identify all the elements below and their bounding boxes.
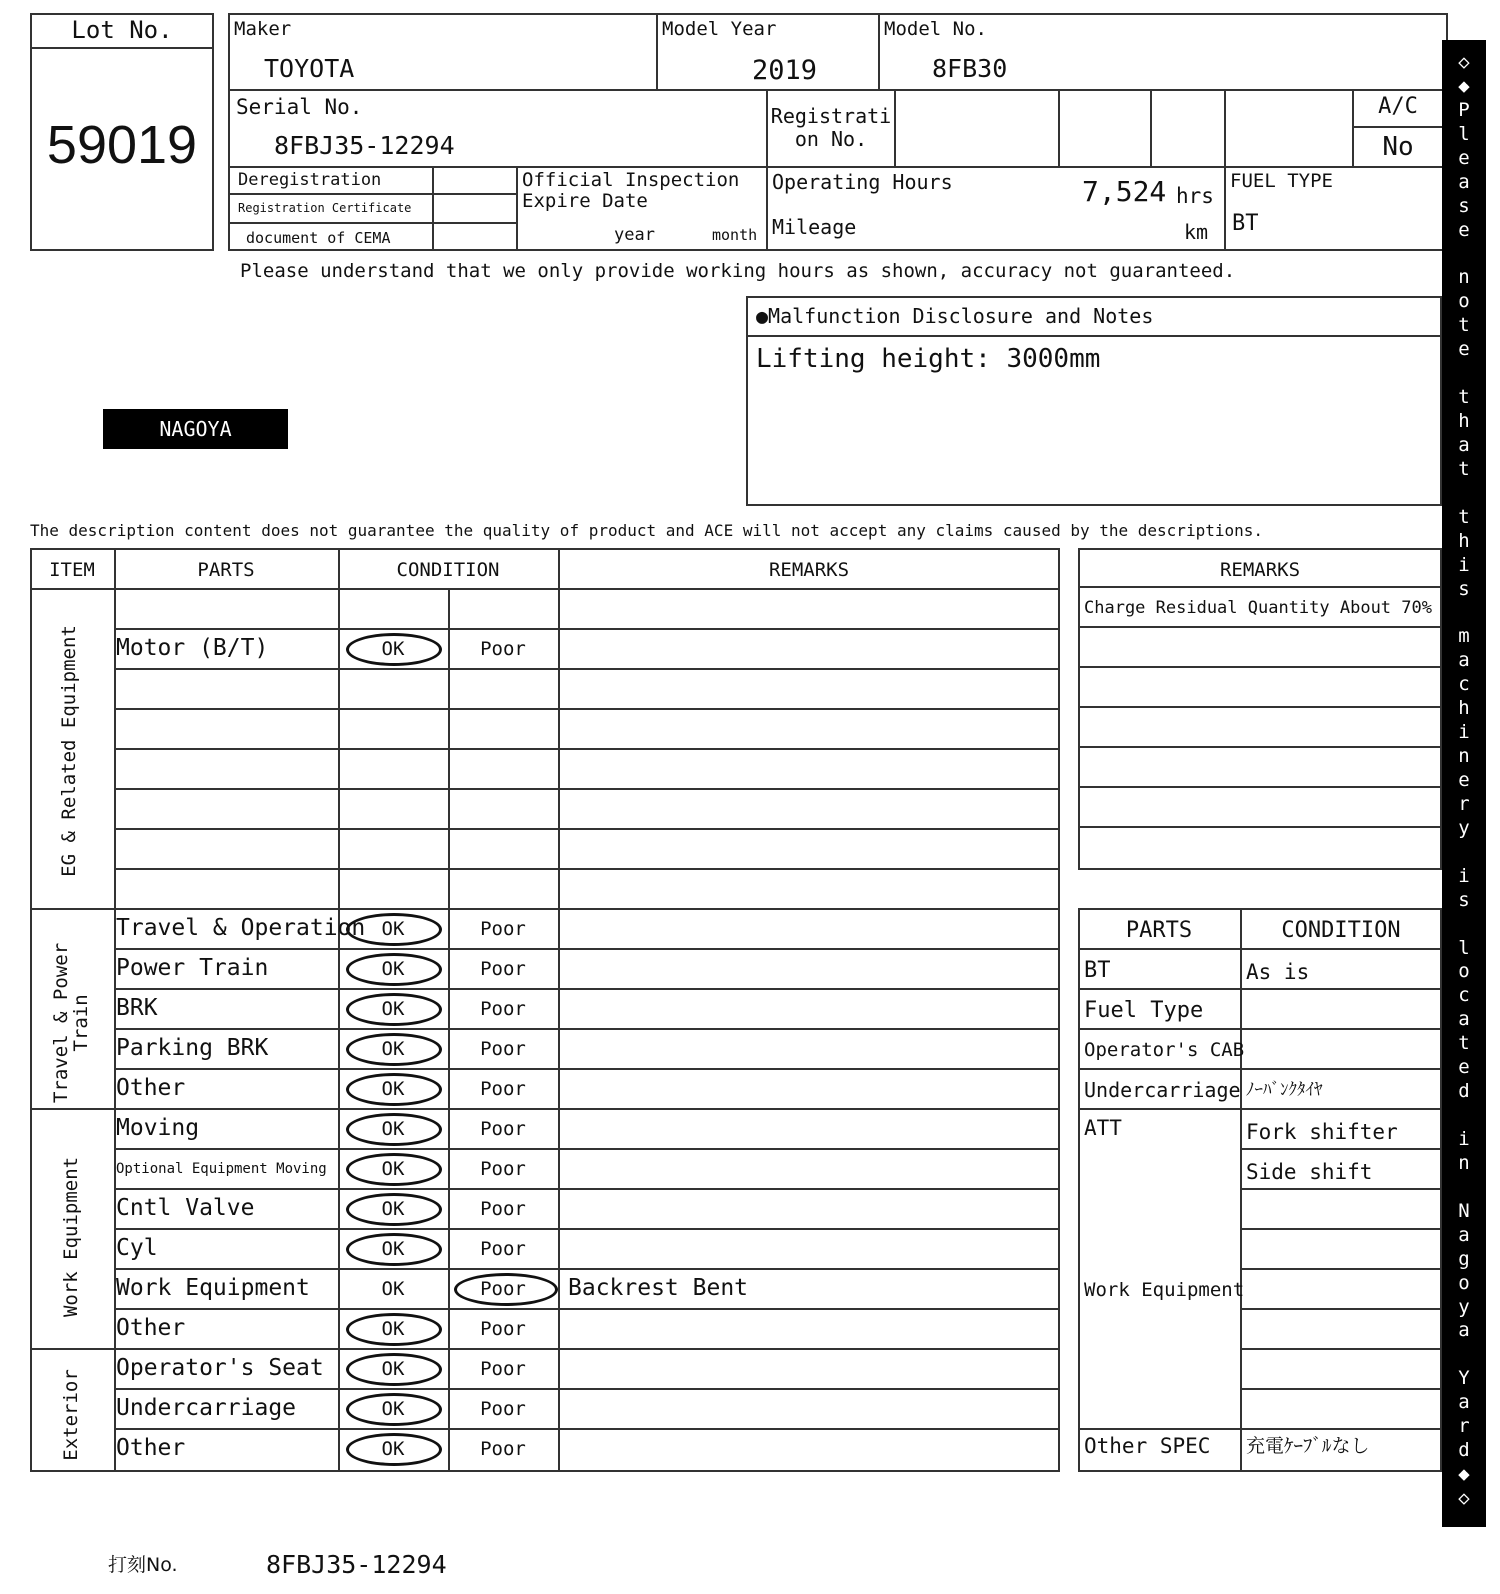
ok-option: OK xyxy=(381,1318,405,1340)
selection-oval xyxy=(346,993,442,1026)
side-banner-char: c xyxy=(1458,673,1470,696)
side-banner-char: h xyxy=(1458,529,1470,552)
divider xyxy=(1078,1428,1442,1430)
divider xyxy=(558,548,560,1472)
side-banner-char: d xyxy=(1458,1439,1470,1462)
divider xyxy=(1078,1028,1442,1030)
divider xyxy=(1240,1148,1442,1150)
selection-oval xyxy=(346,1393,442,1426)
side-banner-char: i xyxy=(1458,864,1470,887)
divider xyxy=(1240,1388,1442,1390)
spec-work-equipment-label: Work Equipment xyxy=(1084,1279,1245,1301)
serial-label: Serial No. xyxy=(236,95,363,119)
hours-notice: Please understand that we only provide working hours as shown, accuracy not guaranteed. xyxy=(240,260,1236,282)
location-badge-text: NAGOYA xyxy=(159,417,232,441)
maker-value: TOYOTA xyxy=(264,54,355,83)
divider xyxy=(1240,1268,1442,1270)
spec-other-spec-value: 充電ｹｰﾌﾞﾙなし xyxy=(1246,1435,1370,1457)
side-banner-char: t xyxy=(1458,457,1470,480)
part-name: Operator's Seat xyxy=(116,1355,324,1381)
side-banner-char: Y xyxy=(1458,1367,1470,1390)
ok-option: OK xyxy=(381,638,405,660)
divider xyxy=(1078,586,1442,588)
selection-oval xyxy=(346,1153,442,1186)
side-banner-char: a xyxy=(1458,433,1470,456)
divider xyxy=(746,335,1442,337)
divider xyxy=(432,166,434,251)
side-banner-char: N xyxy=(1458,1199,1470,1222)
poor-option: Poor xyxy=(480,1198,526,1220)
poor-option: Poor xyxy=(480,958,526,980)
divider xyxy=(228,193,516,195)
model-year-label: Model Year xyxy=(662,18,777,40)
ok-option: OK xyxy=(381,1398,405,1420)
side-banner-char: t xyxy=(1458,1032,1470,1055)
divider xyxy=(114,1228,1060,1230)
divider xyxy=(1078,786,1442,788)
side-remarks-line: Charge Residual Quantity About 70% xyxy=(1084,598,1432,618)
divider xyxy=(1352,126,1442,128)
spec-undercarriage-label: Undercarriage xyxy=(1084,1078,1241,1102)
side-banner-char: e xyxy=(1458,146,1470,169)
spec-fuel-type-label: Fuel Type xyxy=(1084,998,1204,1023)
divider xyxy=(1240,1348,1442,1350)
divider xyxy=(228,89,1448,91)
side-banner-char: h xyxy=(1458,410,1470,432)
side-banner-char: ◆ xyxy=(1458,1463,1470,1486)
poor-option: Poor xyxy=(480,1078,526,1100)
group-label-work: Work Equipment xyxy=(60,1156,83,1318)
mileage-label: Mileage xyxy=(772,215,857,239)
poor-option: Poor xyxy=(480,1358,526,1380)
lot-label: Lot No. xyxy=(71,16,173,44)
selection-oval xyxy=(346,1073,442,1106)
ok-option: OK xyxy=(381,918,405,940)
divider xyxy=(30,1348,1060,1350)
divider xyxy=(1078,626,1442,628)
side-banner-char: r xyxy=(1458,1415,1470,1438)
divider xyxy=(1240,1188,1442,1190)
side-banner-char: r xyxy=(1458,792,1470,815)
malfunction-note: Lifting height: 3000mm xyxy=(756,344,1101,374)
side-banner-char: y xyxy=(1458,1295,1470,1318)
spec-other-spec-label: Other SPEC xyxy=(1084,1434,1211,1458)
side-remarks-frame xyxy=(1078,548,1442,870)
part-name: Motor (B/T) xyxy=(116,635,269,661)
ok-option: OK xyxy=(381,1118,405,1140)
side-banner-char: o xyxy=(1458,1271,1470,1294)
side-banner-char: t xyxy=(1458,314,1470,337)
serial-value: 8FBJ35-12294 xyxy=(274,131,455,160)
location-badge xyxy=(103,409,288,449)
divider xyxy=(114,628,1060,630)
side-banner-char: c xyxy=(1458,984,1470,1007)
group-label-travel xyxy=(52,923,92,1123)
fuel-type-value: BT xyxy=(1232,211,1259,236)
divider xyxy=(114,1268,1060,1270)
divider xyxy=(1078,666,1442,668)
divider xyxy=(114,668,1060,670)
divider xyxy=(516,166,518,251)
side-banner-char: g xyxy=(1458,1247,1470,1270)
divider xyxy=(656,13,658,89)
registration-label: Registrati xyxy=(770,104,892,128)
item-header: ITEM xyxy=(49,559,95,581)
divider xyxy=(114,788,1060,790)
divider xyxy=(1058,89,1060,166)
deregistration-label: Deregistration xyxy=(238,170,382,190)
divider xyxy=(114,988,1060,990)
spec-undercarriage-value: ﾉｰﾊﾞﾝｸﾀｲﾔ xyxy=(1246,1080,1323,1100)
ok-option: OK xyxy=(381,1038,405,1060)
part-name: Other xyxy=(116,1435,186,1461)
side-banner-char: ◇ xyxy=(1458,51,1470,73)
hrs-unit: hrs xyxy=(1176,184,1214,208)
part-name: Travel & Operation xyxy=(116,915,366,941)
side-banner-char: s xyxy=(1458,888,1470,911)
registration-label-2: on No. xyxy=(794,127,868,151)
divider xyxy=(114,1308,1060,1310)
malfunction-title: ●Malfunction Disclosure and Notes xyxy=(756,304,1154,328)
inspection-label-2: Expire Date xyxy=(522,190,648,212)
part-name: Parking BRK xyxy=(116,1035,269,1061)
divider xyxy=(228,222,516,224)
selection-oval xyxy=(346,1353,442,1386)
stamp-label: 打刻No. xyxy=(108,1554,178,1576)
ok-option: OK xyxy=(381,1358,405,1380)
group-label-travel-line-1: Travel & Power xyxy=(50,942,73,1104)
poor-option: Poor xyxy=(480,918,526,940)
divider xyxy=(1078,706,1442,708)
divider xyxy=(114,948,1060,950)
divider xyxy=(114,868,1060,870)
side-banner-char: a xyxy=(1458,1223,1470,1246)
selection-oval xyxy=(346,1113,442,1146)
remark-text: Backrest Bent xyxy=(568,1275,749,1301)
poor-option: Poor xyxy=(480,1118,526,1140)
side-remarks-header: REMARKS xyxy=(1219,559,1301,581)
ok-option: OK xyxy=(381,1158,405,1180)
divider xyxy=(878,13,880,89)
divider xyxy=(1078,1068,1442,1070)
divider xyxy=(114,708,1060,710)
side-banner-char: e xyxy=(1458,338,1470,361)
lot-number: 59019 xyxy=(46,115,198,175)
poor-option: Poor xyxy=(480,1238,526,1260)
year-label: year xyxy=(614,225,655,245)
divider xyxy=(30,47,214,49)
parts-header: PARTS xyxy=(197,559,255,581)
stamp-value: 8FBJ35-12294 xyxy=(266,1550,447,1579)
side-banner-char: ◆ xyxy=(1458,74,1470,97)
side-banner-char: i xyxy=(1458,721,1470,744)
divider xyxy=(114,1148,1060,1150)
side-banner-char: e xyxy=(1458,769,1470,791)
side-banner-char: s xyxy=(1458,577,1470,600)
remarks-header: REMARKS xyxy=(768,559,850,581)
part-name: Cntl Valve xyxy=(116,1195,255,1221)
ac-label: A/C xyxy=(1378,94,1418,119)
divider xyxy=(228,166,1448,168)
divider xyxy=(114,828,1060,830)
disclaimer: The description content does not guarantee the quality of product and ACE will not accept any claims caused by the descriptions. xyxy=(30,521,1263,540)
ok-option: OK xyxy=(381,1198,405,1220)
specs-condition-header: CONDITION xyxy=(1281,918,1401,943)
selection-oval xyxy=(454,1273,558,1306)
side-banner-char: n xyxy=(1458,1151,1470,1174)
side-banner-char: i xyxy=(1458,553,1470,576)
maker-label: Maker xyxy=(234,18,292,40)
part-name: Cyl xyxy=(116,1235,158,1261)
side-banner-char: d xyxy=(1458,1080,1470,1103)
spec-bt-label: BT xyxy=(1084,958,1111,983)
poor-option: Poor xyxy=(480,1438,526,1460)
poor-option: Poor xyxy=(480,1318,526,1340)
ok-option: OK xyxy=(381,958,405,980)
divider xyxy=(114,748,1060,750)
side-banner-char: t xyxy=(1458,505,1470,528)
spec-operators-cab-label: Operator's CAB xyxy=(1084,1039,1245,1061)
part-name: Undercarriage xyxy=(116,1395,297,1421)
side-banner-char: l xyxy=(1458,936,1470,959)
part-name: BRK xyxy=(116,995,158,1021)
side-banner-char: y xyxy=(1458,816,1470,839)
group-label-exterior: Exterior xyxy=(60,1369,83,1461)
side-banner-char: h xyxy=(1458,697,1470,720)
model-no-label: Model No. xyxy=(884,18,987,40)
selection-oval xyxy=(346,1193,442,1226)
side-banner-char: ◇ xyxy=(1458,1487,1470,1509)
side-banner-char: s xyxy=(1458,194,1470,217)
side-banner-char: i xyxy=(1458,1128,1470,1150)
selection-oval xyxy=(346,633,442,666)
side-banner-char: t xyxy=(1458,386,1470,409)
side-banner-char: e xyxy=(1458,1056,1470,1079)
divider xyxy=(114,1428,1060,1430)
operating-hours-value: 7,524 xyxy=(1082,175,1167,208)
poor-option: Poor xyxy=(480,1038,526,1060)
divider xyxy=(894,89,896,166)
month-label: month xyxy=(712,226,758,244)
ac-value: No xyxy=(1382,132,1414,162)
divider xyxy=(1078,746,1442,748)
ok-option: OK xyxy=(381,1438,405,1460)
side-banner-char: a xyxy=(1458,1391,1470,1414)
part-name: Optional Equipment Moving xyxy=(116,1161,327,1177)
divider xyxy=(1240,1228,1442,1230)
divider xyxy=(30,908,1060,910)
ok-option: OK xyxy=(381,1238,405,1260)
divider xyxy=(1150,89,1152,166)
divider xyxy=(1078,1108,1442,1110)
model-year-value: 2019 xyxy=(752,55,818,86)
km-unit: km xyxy=(1184,220,1209,244)
group-label-eg: EG & Related Equipment xyxy=(58,625,81,877)
fuel-type-label: FUEL TYPE xyxy=(1230,170,1333,192)
divider xyxy=(114,1068,1060,1070)
inspection-label: Official Inspection xyxy=(522,169,740,191)
cema-label: document of CEMA xyxy=(246,229,391,247)
registration-certificate-label: Registration Certificate xyxy=(238,201,412,215)
part-name: Work Equipment xyxy=(116,1275,310,1301)
side-banner-char: a xyxy=(1458,170,1470,193)
spec-bt-value: As is xyxy=(1246,960,1310,984)
divider xyxy=(114,1388,1060,1390)
specs-parts-header: PARTS xyxy=(1125,918,1193,943)
poor-option: Poor xyxy=(480,1158,526,1180)
part-name: Other xyxy=(116,1315,186,1341)
condition-header: CONDITION xyxy=(396,559,500,581)
model-no-value: 8FB30 xyxy=(932,54,1008,83)
spec-att-label: ATT xyxy=(1084,1116,1122,1140)
ok-option: OK xyxy=(381,998,405,1020)
side-banner-char: l xyxy=(1458,122,1470,145)
ok-option: OK xyxy=(381,1278,405,1300)
selection-oval xyxy=(346,1233,442,1266)
poor-option: Poor xyxy=(480,998,526,1020)
divider xyxy=(30,588,1060,590)
divider xyxy=(1078,988,1442,990)
poor-option: Poor xyxy=(480,1278,526,1300)
side-banner-char: P xyxy=(1458,98,1470,121)
side-banner-char: m xyxy=(1458,625,1470,648)
divider xyxy=(114,1028,1060,1030)
ok-option: OK xyxy=(381,1078,405,1100)
divider xyxy=(448,588,450,1472)
part-name: Other xyxy=(116,1075,186,1101)
divider xyxy=(1224,89,1226,251)
group-label-travel-line-2: Train xyxy=(70,994,92,1052)
side-banner-char: a xyxy=(1458,649,1470,672)
side-banner-char: n xyxy=(1458,266,1470,289)
divider xyxy=(30,1108,1060,1110)
side-banner-char: o xyxy=(1458,960,1470,983)
side-banner-char: n xyxy=(1458,745,1470,768)
side-banner-char: e xyxy=(1458,218,1470,241)
side-banner-char: a xyxy=(1458,1319,1470,1342)
selection-oval xyxy=(346,1433,442,1466)
selection-oval xyxy=(346,1313,442,1346)
operating-hours-label: Operating Hours xyxy=(772,170,953,194)
poor-option: Poor xyxy=(480,638,526,660)
spec-att-value-1: Fork shifter xyxy=(1246,1120,1398,1144)
selection-oval xyxy=(346,913,442,946)
divider xyxy=(1078,948,1442,950)
poor-option: Poor xyxy=(480,1398,526,1420)
divider xyxy=(114,1188,1060,1190)
selection-oval xyxy=(346,1033,442,1066)
divider xyxy=(1078,826,1442,828)
part-name: Moving xyxy=(116,1115,200,1141)
part-name: Power Train xyxy=(116,955,269,981)
side-banner-char: a xyxy=(1458,1008,1470,1031)
divider xyxy=(1240,1308,1442,1310)
selection-oval xyxy=(346,953,442,986)
side-banner-char: o xyxy=(1458,290,1470,313)
spec-att-value-2: Side shift xyxy=(1246,1160,1373,1184)
